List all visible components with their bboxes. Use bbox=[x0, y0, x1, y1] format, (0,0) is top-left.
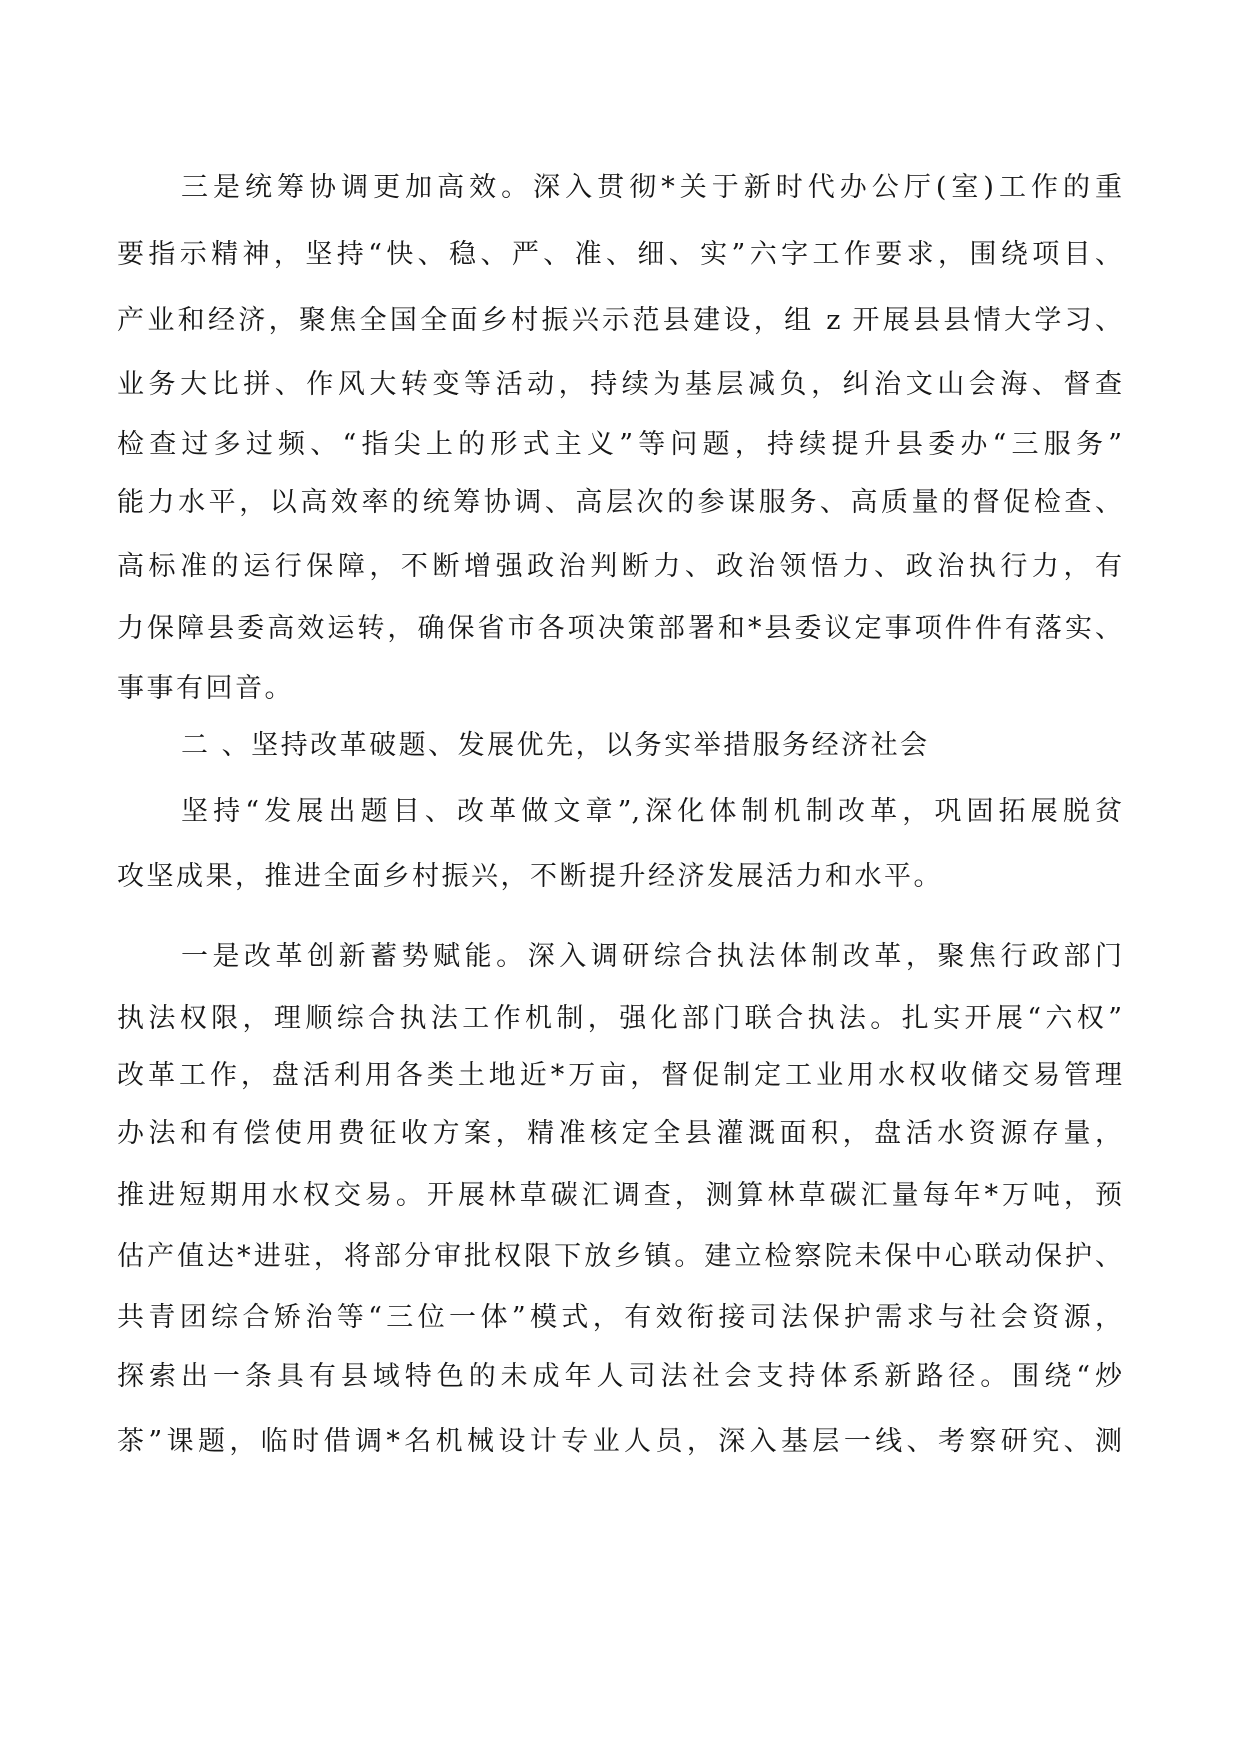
text-line: 能力水平，以高效率的统筹协调、高层次的参谋服务、高质量的督促检查、 bbox=[117, 487, 1122, 518]
text-line: 共青团综合矫治等“三位一体”模式，有效衔接司法保护需求与社会资源， bbox=[117, 1302, 1122, 1333]
text-line: 执法权限，理顺综合执法工作机制，强化部门联合执法。扎实开展“六权” bbox=[117, 1003, 1122, 1034]
text-line: 要指示精神，坚持“快、稳、严、准、细、实”六字工作要求，围绕项目、 bbox=[117, 239, 1122, 270]
text-line: 产业和经济，聚焦全国全面乡村振兴示范县建设，组 z 开展县县情大学习、 bbox=[117, 305, 1122, 336]
text-line: 业务大比拼、作风大转变等活动，持续为基层减负，纠治文山会海、督查 bbox=[117, 369, 1122, 400]
text-line: 探索出一条具有县域特色的未成年人司法社会支持体系新路径。围绕“炒 bbox=[117, 1361, 1122, 1392]
text-line: 改革工作，盘活利用各类土地近*万亩，督促制定工业用水权收储交易管理 bbox=[117, 1060, 1122, 1091]
text-line: 推进短期用水权交易。开展林草碳汇调查，测算林草碳汇量每年*万吨，预 bbox=[117, 1180, 1122, 1211]
text-line: 高标准的运行保障，不断增强政治判断力、政治领悟力、政治执行力，有 bbox=[117, 551, 1122, 582]
text-line: 茶”课题，临时借调*名机械设计专业人员，深入基层一线、考察研究、测 bbox=[117, 1426, 1122, 1457]
text-line: 力保障县委高效运转，确保省市各项决策部署和*县委议定事项件件有落实、 bbox=[117, 613, 1122, 644]
text-line: 事事有回音。 bbox=[117, 673, 294, 704]
text-line: 坚持“发展出题目、改革做文章”,深化体制机制改革，巩固拓展脱贫 bbox=[181, 796, 1122, 827]
section-heading-text: 二 、坚持改革破题、发展优先，以务实举措服务经济社会 bbox=[181, 730, 930, 761]
text-line: 估产值达*进驻，将部分审批权限下放乡镇。建立检察院未保中心联动保护、 bbox=[117, 1241, 1122, 1272]
text-line: 检查过多过频、“指尖上的形式主义”等问题，持续提升县委办“三服务” bbox=[117, 429, 1122, 460]
text-line: 攻坚成果，推进全面乡村振兴，不断提升经济发展活力和水平。 bbox=[117, 861, 943, 892]
text-line: 一是改革创新蓄势赋能。深入调研综合执法体制改革，聚焦行政部门 bbox=[181, 941, 1122, 972]
text-line: 三是统筹协调更加高效。深入贯彻*关于新时代办公厅(室)工作的重 bbox=[181, 172, 1122, 203]
text-line: 办法和有偿使用费征收方案，精准核定全县灌溉面积，盘活水资源存量， bbox=[117, 1118, 1122, 1149]
